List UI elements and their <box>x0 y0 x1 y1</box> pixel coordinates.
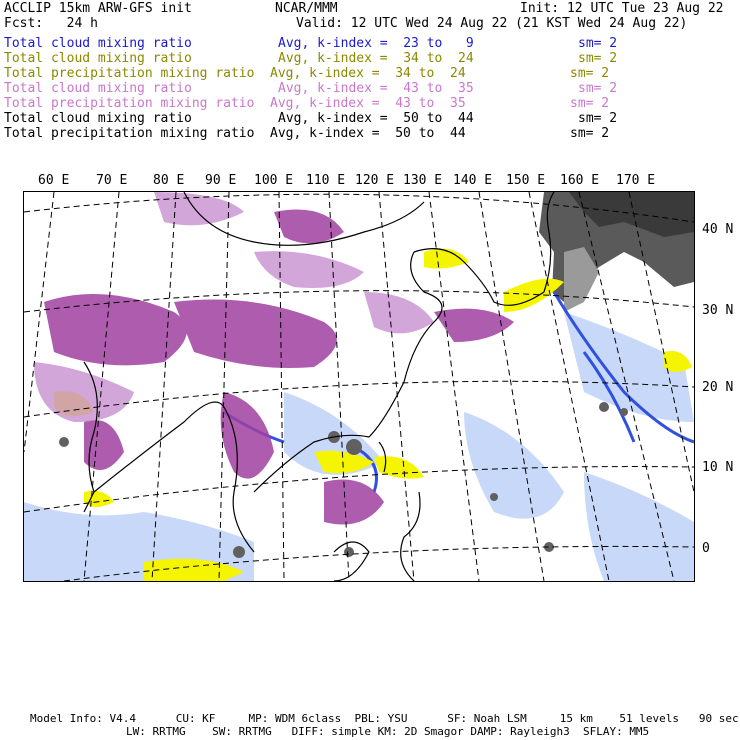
field-name: Total cloud mixing ratio <box>4 51 192 66</box>
field-name: Total precipitation mixing ratio <box>4 96 255 111</box>
init-time: Init: 12 UTC Tue 23 Aug 22 <box>520 1 724 16</box>
field-sm: sm= 2 <box>578 36 618 51</box>
lat-label: 10 N <box>702 460 734 475</box>
map-panel <box>23 191 695 582</box>
cloud-shield-northeast <box>539 192 694 312</box>
lon-label: 160 E <box>560 173 600 188</box>
field-avg: Avg, k-index = 43 to 35 <box>270 96 466 111</box>
lon-label: 100 E <box>254 173 294 188</box>
lon-label: 60 E <box>38 173 70 188</box>
lon-label: 130 E <box>403 173 443 188</box>
field-name: Total precipitation mixing ratio <box>4 126 255 141</box>
field-sm: sm= 2 <box>578 111 618 126</box>
lon-label: 170 E <box>616 173 656 188</box>
field-sm: sm= 2 <box>570 126 610 141</box>
lon-label: 120 E <box>355 173 395 188</box>
model-info-line2: LW: RRTMG SW: RRTMG DIFF: simple KM: 2D Smagor DAMP: Rayleigh3 SFLAY: MM5 <box>126 725 650 738</box>
field-name: Total cloud mixing ratio <box>4 81 192 96</box>
lat-label: 40 N <box>702 222 734 237</box>
lon-label: 140 E <box>453 173 493 188</box>
valid-time: Valid: 12 UTC Wed 24 Aug 22 (21 KST Wed 24 Aug 22) <box>296 16 688 31</box>
lat-label: 0 <box>702 541 710 556</box>
model-title: ACCLIP 15km ARW-GFS init <box>4 1 192 16</box>
lat-label: 20 N <box>702 380 734 395</box>
field-sm: sm= 2 <box>578 51 618 66</box>
field-avg: Avg, k-index = 50 to 44 <box>270 126 466 141</box>
organization-label: NCAR/MMM <box>275 1 338 16</box>
lon-label: 70 E <box>96 173 128 188</box>
field-avg: Avg, k-index = 50 to 44 <box>278 111 474 126</box>
field-sm: sm= 2 <box>570 66 610 81</box>
lon-label: 110 E <box>306 173 346 188</box>
field-sm: sm= 2 <box>578 81 618 96</box>
field-avg: Avg, k-index = 23 to 9 <box>278 36 474 51</box>
lon-label: 90 E <box>205 173 237 188</box>
model-info-line1: Model Info: V4.4 CU: KF MP: WDM 6class PBL: YSU SF: Noah LSM 15 km 51 levels 90 sec <box>30 712 739 725</box>
lon-label: 80 E <box>153 173 185 188</box>
forecast-map <box>24 192 694 581</box>
field-name: Total cloud mixing ratio <box>4 36 192 51</box>
field-avg: Avg, k-index = 34 to 24 <box>270 66 466 81</box>
field-avg: Avg, k-index = 43 to 35 <box>278 81 474 96</box>
field-name: Total precipitation mixing ratio <box>4 66 255 81</box>
field-sm: sm= 2 <box>570 96 610 111</box>
forecast-hour: Fcst: 24 h <box>4 16 98 31</box>
field-avg: Avg, k-index = 34 to 24 <box>278 51 474 66</box>
lat-label: 30 N <box>702 303 734 318</box>
lon-label: 150 E <box>506 173 546 188</box>
field-name: Total cloud mixing ratio <box>4 111 192 126</box>
